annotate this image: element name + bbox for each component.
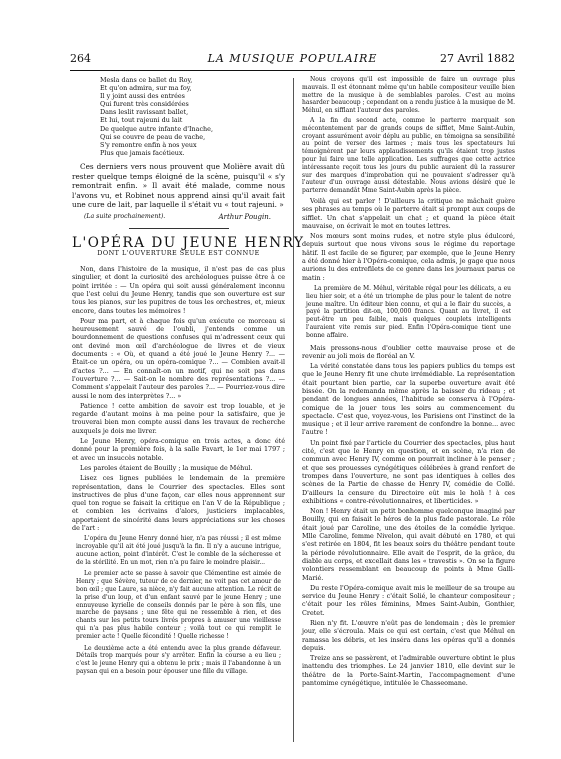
- verse-line: Mesla dans ce ballet du Roy,: [100, 76, 193, 84]
- journal-title: LA MUSIQUE POPULAIRE: [207, 52, 378, 65]
- article-subtitle: DONT L'OUVERTURE SEULE EST CONNUE: [97, 248, 260, 257]
- paragraph: Voilà qui est parler ! D'ailleurs la critique ne mâchait guère ses phrases au temps où le parterre était si prompt aux coups de sifflet. Un chat s'appelait un chat ; et quand la pièce était mauvaise, on écrivait le mot en toutes lettres.: [302, 196, 515, 230]
- paragraph: Un point fixé par l'article du Courrier des spectacles, plus haut cité, c'est que le Henry en question, et en scène, n'a rien de commun avec Henry IV, comme on pourrait incliner à le penser ; et que ses prouesses cynégétiques célébrées à grand renfort de trompes dans l'ouverture, ne sont pas identiques à celles des scènes de la Partie de chasse de Henry IV, comédie de Collé. D'ailleurs la censure du Directoire eût mis le holà ! à ces exhibitions « contre-révolutionnaires, et liberticides. »: [302, 438, 515, 505]
- paragraph: Lisez ces lignes publiées le lendemain de la première représentation, dans le Courrier des spectacles. Elles sont instructives de plus d'une façon, car elles nous apprennent sur quel ton rogue se faisait la critique en l'an V de la République ; et combien les écrivains d'alors, justiciers implacables, apportaient de sincérité dans leurs appréciations sur les choses de l'art :: [72, 474, 285, 532]
- paragraph: La vérité constatée dans tous les papiers publics du temps est que le Jeune Henry fit une chute irrémédiable. La représentation était pourtant bien partie, car la superbe ouverture avait été bissée. On la redemanda même après la baisser du rideau ; et pendant de longues années, l'habitude se conserva à l'Opéra-comique de la jouer tous les soirs au commencement du spectacle. C'est que, voyez-vous, les Parisiens ont l'instinct de la musique ; et il leur arrive rarement de confondre la bonne... avec l'autre !: [302, 362, 515, 437]
- verse-line: Il y joint aussi des entrées: [100, 92, 185, 101]
- right-column: [302, 76, 515, 689]
- author-signature: Arthur Pougin.: [218, 213, 271, 222]
- paragraph: Le Jeune Henry, opéra-comique en trois actes, a donc été donné pour la première fois, à la salle Favart, le 1er mai 1797 ; et avec un insuccès notable.: [72, 437, 285, 462]
- paragraph: Rien n'y fit. L'œuvre n'eût pas de lendemain ; dès le premier jour, elle s'écroula. Mais ce qui est certain, c'est que Méhul en ramassa les débris, et les inséra dans les opéras qu'il a donnés depuis.: [302, 619, 515, 652]
- paragraph: Nous croyons qu'il est impossible de faire un ouvrage plus mauvais. Il est étonnant même qu'un habile compositeur veuille bien mettre de la musique à de semblables paroles. C'est au moins hasarder beaucoup ; cependant on a rendu justice à la musique de M. Méhul, en sifflant l'auteur des paroles.: [302, 76, 515, 115]
- paragraph: Non ! Henry était un petit bonhomme quelconque imaginé par Bouilly, qui en faisait le héros de la plus fade pastorale. Le rôle était joué par Caroline, une des étoiles de la comédie lyrique. Mlle Caroline, femme Nivelon, qui avait débuté en 1780, et qui s'est retirée en 1804, fit les beaux soirs du théâtre pendant toute la période révolutionnaire. Elle avait de l'esprit, de la grâce, du diable au corps, et excellait dans les « travestis ». On se la figure volontiers ressemblant en beaucoup de points à Mme Galli-Marié.: [302, 507, 515, 582]
- section-separator: [129, 228, 229, 229]
- verse-line: De quelque autre infante d'Inache,: [100, 124, 213, 133]
- verse-line: Et qu'on admira, sur ma foy,: [100, 84, 192, 93]
- verse-line: Et lui, tout rajeuni du lait: [100, 116, 183, 125]
- paragraph: Ces derniers vers nous prouvent que Molière avait dû rester quelque temps éloigné de la scène, puisqu'il « s'y remontrait enfin. » Il avait été malade, comme nous l'avons vu, et Robinet nous apprend ainsi qu'il avait fait une cure de lait, par laquelle il s'était vu « tout rajeuni. »: [72, 161, 285, 210]
- paragraph: Treize ans se passèrent, et l'admirable ouverture obtint le plus inattendu des triomphes. Le 24 janvier 1810, elle devint sur le théâtre de la Porte-Saint-Martin, l'accompagnement d'une pantomime cynégétique, intitulée le Chasseomane.: [302, 654, 515, 688]
- paragraph: Patience ! cette ambition de savoir est trop louable, et je regarde d'autant moins à ma peine pour la satisfaire, que je trouverai bien mon compte aussi dans les travaux de recherche auxquels je dois me livrer.: [72, 401, 285, 435]
- verse-block: [72, 76, 285, 157]
- paragraph: Mais pressons-nous d'oublier cette mauvaise prose et de revenir au joli mois de floréal an V.: [302, 343, 515, 360]
- left-column: [72, 76, 305, 680]
- article-title: L'OPÉRA DU JEUNE HENRY: [72, 234, 305, 251]
- paragraph: A la fin du second acte, comme le parterre marquait son mécontentement par de grands coups de sifflet, Mme Saint-Aubin, croyant assurément avoir déplu au public, en témoigna sa sensibilité au point de verser des larmes ; mais tous les spectateurs lui témoignèrent par leurs applaudissements qu'ils étaient trop justes pour lui faire une telle application. Les suffrages que cette actrice intéressante reçoit tous les jours du public auraient dû la rassurer sur des marques d'improbation qui ne pouvaient s'adresser qu'à l'auteur d'un ouvrage aussi détestable. Nous avions désiré que le parterre demandât Mme Saint-Aubin après la pièce.: [302, 116, 515, 195]
- continued-note: (La suite prochainement).: [84, 212, 166, 220]
- verse-line: Plus que jamais facétieux.: [100, 148, 185, 157]
- verse-line: Qui se couvre de peau de vache,: [100, 132, 206, 141]
- verse-line: Qui furent très considérées: [100, 100, 189, 109]
- verse-line: Dans leslit ravissant ballet,: [100, 108, 189, 117]
- quoted-review: La première de M. Méhul, véritable régal pour les délicats, a eu lieu hier soir, et a été un triomphe de plus pour le talent de notre jeune maître. Un éditeur bien connu, et qui a le flair du succès, a payé la partition dit-on, 100,000 francs. Quant au livret, il est peut-être un peu faible, mais quelques couplets intelligents l'auraient vite remis sur pied. Enfin l'Opéra-comique tient une bonne affaire.: [306, 284, 511, 339]
- quoted-review: Le premier acte se passe à savoir que Clémentine est aimée de Henry ; que Sévère, tuteur de ce dernier, ne voit pas cet amour de bon œil ; que Laure, sa nièce, n'y fait aucune attention. Le récit de la prise d'un loup, et d'un enfant sauvé par le jeune Henry ; une ennuyeuse kyrielle de conseils donnés par le père à son fils, une marche de paysans ; une fête qui ne ressemble à rien, et des chants sur les petits tours livrés propres à amuser une vieillesse qui n'a pas plus habile conteur ; voilà tout ce qui remplit le premier acte ! Quelle fécondité ! Quelle richesse !: [76, 570, 281, 640]
- quoted-review: Le deuxième acte a été entendu avec la plus grande défaveur. Détails trop marqués pour s'y arrêter. Enfin la course a eu lieu ; c'est le jeune Henry qui a obtenu le prix ; mais il l'abandonne à un paysan qui en a besoin pour épouser une fille du village.: [76, 644, 281, 676]
- verse-line: S'y remontre enfin à nos yeux: [100, 140, 197, 149]
- paragraph: Du reste l'Opéra-comique avait mis le meilleur de sa troupe au service du Jeune Henry : c'était Solié, le chanteur compositeur ; c'était pour les rôles féminins, Mmes Saint-Aubin, Gonthier, Cretet.: [302, 583, 515, 617]
- paragraph: Nos mœurs sont moins rudes, et notre style plus édulcoré, depuis surtout que nous vivons sous le régime du reportage hâtif. Il est facile de se figurer, par exemple, que le Jeune Henry a été donné hier à l'Opéra-comique, cela admis, je gage que nous aurions lu des entrefilets de ce genre dans les journaux parus ce matin :: [302, 232, 515, 282]
- issue-date: 27 Avril 1882: [440, 52, 515, 65]
- paragraph: Les paroles étaient de Bouilly ; la musique de Méhul.: [80, 463, 253, 472]
- page-header: [70, 52, 515, 68]
- header-rule: [70, 70, 515, 71]
- paragraph: Non, dans l'histoire de la musique, il n'est pas de cas plus singulier, et dont la curiosité des archéologues puisse être à ce point irritée : — Un opéra qui soit aussi généralement inconnu que l'est celui du Jeune Henry, tandis que son ouverture est sur tous les pianos, sur les pupitres de tous les orchestres, et, mieux encore, dans toutes les mémoires !: [72, 265, 285, 315]
- quoted-review: L'opéra du Jeune Henry donné hier, n'a pas réussi ; il est même incroyable qu'il ait été joué jusqu'à la fin. Il n'y a aucune intrigue, aucune action, point d'intérêt. C'est le comble de la sécheresse et de la stérilité. En un mot, rien n'a pu faire le moindre plaisir...: [76, 535, 281, 566]
- column-divider: [293, 78, 294, 742]
- paragraph: Pour ma part, et à chaque fois qu'un exécute ce morceau si heureusement sauvé de l'oubli, j'entends comme un bourdonnement de questions confuses qui m'adressent ceux qui ont deviné mon œil d'archéologue de livres et de vieux documents : « Où, et quand a été joué le Jeune Henry ?... — Était-ce un opéra, ou un opéra-comique ?... — Combien avait-il d'actes ?... — En connaît-on un motif, qui ne soit pas dans l'ouverture ?... — Sait-on le nombre des représentations ?... — Comment s'appelait l'auteur des paroles ?... — Pourriez-vous dire aussi le nom des interprètes ?... »: [72, 316, 285, 400]
- page-number: 264: [70, 52, 91, 65]
